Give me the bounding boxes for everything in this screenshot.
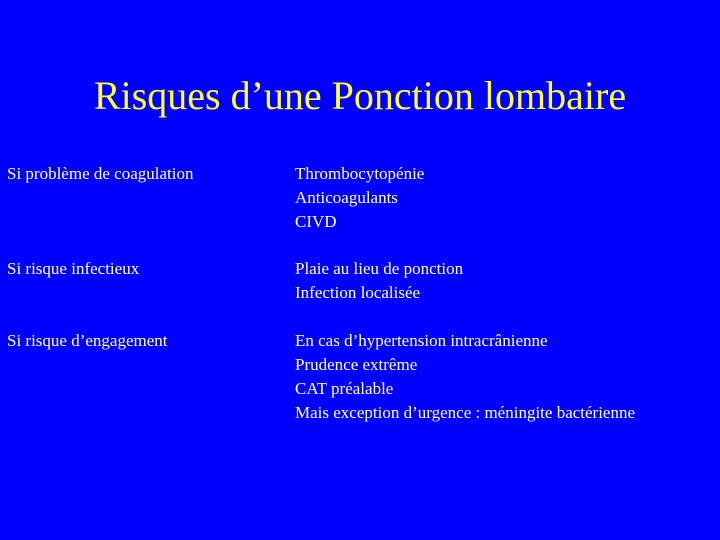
risk-detail-item: Mais exception d’urgence : méningite bactérienne [295,403,636,422]
risk-detail-item: En cas d’hypertension intracrânienne [295,331,548,350]
risk-details-list [295,329,635,425]
risk-details-list [295,257,463,305]
risk-detail-item: CIVD [295,212,337,231]
risk-condition: Si risque d’engagement [7,331,168,350]
risk-detail-item: Infection localisée [295,283,421,302]
risk-detail-item: Thrombocytopénie [295,164,425,183]
risk-detail-item: Anticoagulants [295,188,398,207]
risk-condition: Si problème de coagulation [7,164,194,183]
slide-title: Risques d’une Ponction lombaire [93,73,627,118]
risk-details-list [295,162,424,234]
risk-detail-item: CAT préalable [295,379,394,398]
risk-condition: Si risque infectieux [7,259,140,278]
risk-detail-item: Plaie au lieu de ponction [295,259,464,278]
risk-detail-item: Prudence extrême [295,355,418,374]
